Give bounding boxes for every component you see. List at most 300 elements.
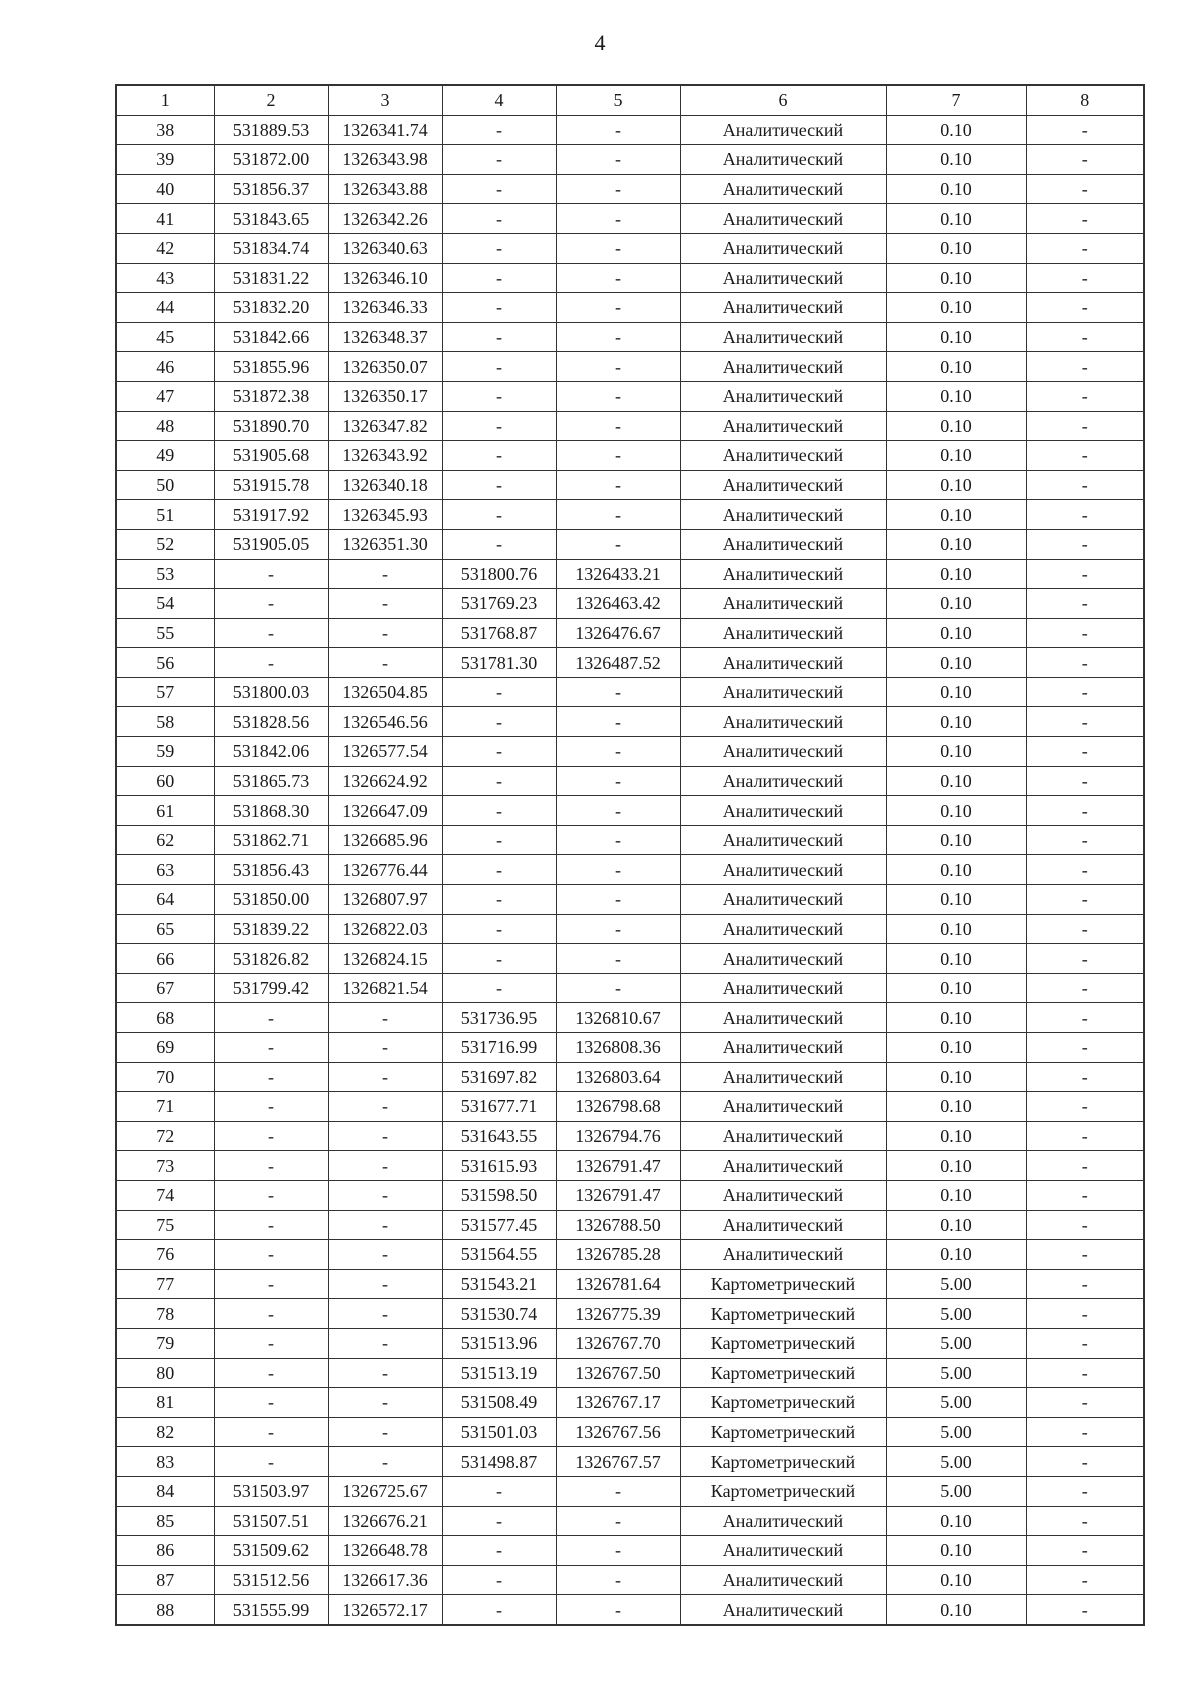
table-cell: Аналитический: [680, 500, 886, 530]
table-cell: -: [1026, 529, 1144, 559]
table-cell: 531832.20: [214, 293, 328, 323]
table-cell: 79: [116, 1328, 214, 1358]
table-cell: -: [214, 1180, 328, 1210]
table-row: [116, 529, 1144, 559]
table-cell: 1326794.76: [556, 1121, 680, 1151]
table-cell: 0.10: [886, 648, 1026, 678]
table-cell: 44: [116, 293, 214, 323]
table-row: [116, 470, 1144, 500]
table-row: [116, 1565, 1144, 1595]
table-row: [116, 618, 1144, 648]
table-cell: Картометрический: [680, 1417, 886, 1447]
table-cell: 531872.38: [214, 381, 328, 411]
table-row: [116, 145, 1144, 175]
table-cell: Аналитический: [680, 973, 886, 1003]
table-row: [116, 1033, 1144, 1063]
table-cell: -: [1026, 500, 1144, 530]
table-cell: 1326822.03: [328, 914, 442, 944]
table-cell: 5.00: [886, 1417, 1026, 1447]
table-row: [116, 411, 1144, 441]
table-cell: 531828.56: [214, 707, 328, 737]
table-cell: Аналитический: [680, 1240, 886, 1270]
table-cell: -: [556, 500, 680, 530]
table-cell: -: [1026, 796, 1144, 826]
table-cell: -: [442, 381, 556, 411]
table-row: [116, 1536, 1144, 1566]
table-cell: 0.10: [886, 1092, 1026, 1122]
table-cell: 59: [116, 737, 214, 767]
table-cell: 5.00: [886, 1388, 1026, 1418]
table-cell: 1326476.67: [556, 618, 680, 648]
table-cell: -: [442, 233, 556, 263]
table-cell: Картометрический: [680, 1388, 886, 1418]
table-cell: 48: [116, 411, 214, 441]
table-cell: 51: [116, 500, 214, 530]
table-cell: 43: [116, 263, 214, 293]
table-cell: 531769.23: [442, 589, 556, 619]
table-cell: -: [214, 1062, 328, 1092]
table-cell: Аналитический: [680, 204, 886, 234]
table-cell: -: [1026, 1180, 1144, 1210]
table-row: [116, 1388, 1144, 1418]
table-cell: -: [556, 707, 680, 737]
table-cell: -: [556, 1506, 680, 1536]
table-cell: Аналитический: [680, 115, 886, 145]
table-cell: Аналитический: [680, 352, 886, 382]
table-cell: -: [214, 1417, 328, 1447]
table-cell: 531564.55: [442, 1240, 556, 1270]
table-cell: 531826.82: [214, 944, 328, 974]
table-cell: 531697.82: [442, 1062, 556, 1092]
table-cell: -: [328, 1210, 442, 1240]
table-cell: -: [1026, 1595, 1144, 1625]
table-row: [116, 973, 1144, 1003]
table-cell: 0.10: [886, 1121, 1026, 1151]
table-cell: 70: [116, 1062, 214, 1092]
table-cell: Аналитический: [680, 944, 886, 974]
table-cell: -: [328, 1299, 442, 1329]
table-cell: Аналитический: [680, 589, 886, 619]
table-cell: -: [1026, 441, 1144, 471]
table-cell: 0.10: [886, 1565, 1026, 1595]
table-cell: Аналитический: [680, 1092, 886, 1122]
table-cell: 0.10: [886, 618, 1026, 648]
table-cell: -: [556, 145, 680, 175]
table-cell: 531842.06: [214, 737, 328, 767]
table-cell: 81: [116, 1388, 214, 1418]
table-cell: 1326350.07: [328, 352, 442, 382]
table-cell: 66: [116, 944, 214, 974]
table-cell: -: [328, 1358, 442, 1388]
table-cell: 531503.97: [214, 1476, 328, 1506]
table-cell: -: [1026, 1328, 1144, 1358]
table-cell: 49: [116, 441, 214, 471]
table-cell: Аналитический: [680, 1210, 886, 1240]
table-row: [116, 1269, 1144, 1299]
table-cell: -: [1026, 174, 1144, 204]
table-cell: -: [1026, 1565, 1144, 1595]
table-cell: -: [442, 855, 556, 885]
table-cell: -: [556, 973, 680, 1003]
table-cell: Аналитический: [680, 766, 886, 796]
table-cell: 0.10: [886, 1033, 1026, 1063]
table-cell: -: [214, 1447, 328, 1477]
table-cell: Аналитический: [680, 825, 886, 855]
table-cell: -: [556, 441, 680, 471]
table-cell: -: [214, 618, 328, 648]
table-cell: 0.10: [886, 589, 1026, 619]
table-cell: -: [556, 825, 680, 855]
table-cell: 1326776.44: [328, 855, 442, 885]
table-cell: -: [1026, 973, 1144, 1003]
table-cell: -: [1026, 1240, 1144, 1270]
table-cell: 1326577.54: [328, 737, 442, 767]
table-cell: 1326810.67: [556, 1003, 680, 1033]
table-cell: -: [328, 618, 442, 648]
table-cell: 531862.71: [214, 825, 328, 855]
table-cell: -: [328, 1180, 442, 1210]
table-cell: -: [556, 174, 680, 204]
table-row: [116, 1062, 1144, 1092]
table-row: [116, 766, 1144, 796]
header-cell: 4: [442, 85, 556, 115]
table-cell: -: [1026, 1299, 1144, 1329]
table-cell: -: [214, 1003, 328, 1033]
table-cell: 1326767.50: [556, 1358, 680, 1388]
table-cell: Аналитический: [680, 1595, 886, 1625]
table-cell: -: [328, 1062, 442, 1092]
table-cell: 531716.99: [442, 1033, 556, 1063]
table-cell: 531736.95: [442, 1003, 556, 1033]
table-row: [116, 1151, 1144, 1181]
table-cell: 47: [116, 381, 214, 411]
table-cell: 1326775.39: [556, 1299, 680, 1329]
table-cell: -: [214, 1358, 328, 1388]
table-cell: 0.10: [886, 500, 1026, 530]
table-cell: -: [1026, 1151, 1144, 1181]
table-cell: -: [1026, 1092, 1144, 1122]
table-cell: 531508.49: [442, 1388, 556, 1418]
table-cell: 1326798.68: [556, 1092, 680, 1122]
table-cell: -: [1026, 381, 1144, 411]
table-cell: -: [1026, 885, 1144, 915]
table-cell: 55: [116, 618, 214, 648]
table-cell: -: [442, 263, 556, 293]
table-cell: -: [1026, 707, 1144, 737]
table-cell: 83: [116, 1447, 214, 1477]
table-cell: -: [1026, 944, 1144, 974]
table-cell: -: [1026, 322, 1144, 352]
table-cell: 0.10: [886, 944, 1026, 974]
table-cell: 1326791.47: [556, 1180, 680, 1210]
table-cell: 1326345.93: [328, 500, 442, 530]
table-row: [116, 796, 1144, 826]
table-cell: 88: [116, 1595, 214, 1625]
table-cell: -: [556, 115, 680, 145]
table-cell: -: [328, 648, 442, 678]
table-cell: Картометрический: [680, 1358, 886, 1388]
table-cell: 1326487.52: [556, 648, 680, 678]
table-cell: -: [556, 352, 680, 382]
table-cell: 531850.00: [214, 885, 328, 915]
table-cell: Аналитический: [680, 885, 886, 915]
table-cell: 531513.19: [442, 1358, 556, 1388]
table-row: [116, 263, 1144, 293]
table-cell: 38: [116, 115, 214, 145]
table-cell: -: [442, 944, 556, 974]
table-cell: Аналитический: [680, 855, 886, 885]
table-cell: 531831.22: [214, 263, 328, 293]
table-cell: 0.10: [886, 174, 1026, 204]
table-cell: -: [1026, 1210, 1144, 1240]
table-cell: 5.00: [886, 1476, 1026, 1506]
table-cell: 531799.42: [214, 973, 328, 1003]
table-row: [116, 1092, 1144, 1122]
table-cell: -: [214, 559, 328, 589]
table-cell: 45: [116, 322, 214, 352]
table-row: [116, 1210, 1144, 1240]
table-cell: -: [556, 796, 680, 826]
table-cell: -: [1026, 1536, 1144, 1566]
table-cell: -: [556, 529, 680, 559]
table-cell: 0.10: [886, 411, 1026, 441]
table-cell: 50: [116, 470, 214, 500]
table-cell: 1326346.33: [328, 293, 442, 323]
table-cell: 40: [116, 174, 214, 204]
table-cell: 531843.65: [214, 204, 328, 234]
table-cell: -: [1026, 559, 1144, 589]
table-cell: -: [214, 1240, 328, 1270]
table-cell: 1326725.67: [328, 1476, 442, 1506]
table-cell: 76: [116, 1240, 214, 1270]
table-cell: -: [442, 885, 556, 915]
table-cell: 53: [116, 559, 214, 589]
table-cell: 1326348.37: [328, 322, 442, 352]
table-cell: 52: [116, 529, 214, 559]
table-cell: -: [214, 1269, 328, 1299]
table-cell: 5.00: [886, 1328, 1026, 1358]
table-cell: -: [556, 470, 680, 500]
table-cell: 1326624.92: [328, 766, 442, 796]
table-cell: 531643.55: [442, 1121, 556, 1151]
table-cell: Картометрический: [680, 1328, 886, 1358]
table-cell: -: [442, 1506, 556, 1536]
table-cell: -: [556, 914, 680, 944]
table-cell: -: [328, 1388, 442, 1418]
table-cell: 531800.03: [214, 677, 328, 707]
table-cell: Аналитический: [680, 1180, 886, 1210]
table-cell: 80: [116, 1358, 214, 1388]
table-cell: 1326676.21: [328, 1506, 442, 1536]
table-cell: Аналитический: [680, 529, 886, 559]
table-cell: -: [1026, 589, 1144, 619]
table-cell: 0.10: [886, 1062, 1026, 1092]
table-cell: -: [214, 1033, 328, 1063]
table-cell: 1326346.10: [328, 263, 442, 293]
table-cell: 531905.68: [214, 441, 328, 471]
table-row: [116, 115, 1144, 145]
table-cell: -: [556, 1595, 680, 1625]
table-cell: 0.10: [886, 825, 1026, 855]
table-cell: Аналитический: [680, 381, 886, 411]
table-cell: -: [556, 766, 680, 796]
table-cell: Аналитический: [680, 322, 886, 352]
table-cell: -: [442, 1536, 556, 1566]
table-cell: -: [1026, 1447, 1144, 1477]
table-cell: -: [1026, 618, 1144, 648]
table-cell: -: [442, 707, 556, 737]
table-cell: Картометрический: [680, 1299, 886, 1329]
table-cell: -: [556, 411, 680, 441]
table-cell: 531498.87: [442, 1447, 556, 1477]
table-cell: 0.10: [886, 1595, 1026, 1625]
table-cell: 0.10: [886, 322, 1026, 352]
table-cell: -: [1026, 855, 1144, 885]
table-cell: 0.10: [886, 1506, 1026, 1536]
table-row: [116, 648, 1144, 678]
table-cell: -: [556, 1476, 680, 1506]
table-cell: -: [1026, 204, 1144, 234]
table-cell: -: [442, 825, 556, 855]
table-row: [116, 174, 1144, 204]
table-cell: 68: [116, 1003, 214, 1033]
table-cell: 531615.93: [442, 1151, 556, 1181]
table-cell: 0.10: [886, 855, 1026, 885]
table-cell: 1326824.15: [328, 944, 442, 974]
table-cell: 531512.56: [214, 1565, 328, 1595]
table-row: [116, 1595, 1144, 1625]
table-cell: -: [328, 1328, 442, 1358]
table-cell: 0.10: [886, 707, 1026, 737]
table-cell: 1326767.17: [556, 1388, 680, 1418]
table-cell: Аналитический: [680, 145, 886, 175]
table-cell: -: [328, 1121, 442, 1151]
table-cell: -: [328, 1092, 442, 1122]
table-cell: 1326350.17: [328, 381, 442, 411]
table-cell: -: [214, 1299, 328, 1329]
table-row: [116, 1476, 1144, 1506]
table-cell: 5.00: [886, 1269, 1026, 1299]
table-cell: -: [442, 1565, 556, 1595]
table-cell: -: [328, 1033, 442, 1063]
table-cell: -: [1026, 263, 1144, 293]
table-cell: -: [1026, 1121, 1144, 1151]
table-cell: -: [1026, 1033, 1144, 1063]
table-row: [116, 1506, 1144, 1536]
table-cell: Аналитический: [680, 233, 886, 263]
table-cell: Аналитический: [680, 1506, 886, 1536]
table-cell: 531543.21: [442, 1269, 556, 1299]
table-cell: 0.10: [886, 559, 1026, 589]
table-cell: 0.10: [886, 233, 1026, 263]
table-cell: 0.10: [886, 115, 1026, 145]
table-cell: 77: [116, 1269, 214, 1299]
table-cell: -: [442, 914, 556, 944]
table-cell: 531677.71: [442, 1092, 556, 1122]
table-row: [116, 381, 1144, 411]
table-cell: -: [442, 796, 556, 826]
table-cell: 1326341.74: [328, 115, 442, 145]
table-cell: -: [1026, 1269, 1144, 1299]
table-cell: Аналитический: [680, 618, 886, 648]
table-cell: -: [442, 677, 556, 707]
table-cell: Аналитический: [680, 1121, 886, 1151]
table-cell: -: [442, 204, 556, 234]
table-row: [116, 352, 1144, 382]
table-cell: 531890.70: [214, 411, 328, 441]
table-cell: 46: [116, 352, 214, 382]
table-cell: 0.10: [886, 470, 1026, 500]
table-cell: 1326648.78: [328, 1536, 442, 1566]
table-cell: 531800.76: [442, 559, 556, 589]
table-cell: -: [556, 293, 680, 323]
table-cell: 1326343.92: [328, 441, 442, 471]
table-row: [116, 1447, 1144, 1477]
table-cell: -: [556, 855, 680, 885]
table-cell: 65: [116, 914, 214, 944]
table-row: [116, 1003, 1144, 1033]
table-cell: 5.00: [886, 1299, 1026, 1329]
table-cell: 531530.74: [442, 1299, 556, 1329]
table-cell: -: [442, 145, 556, 175]
table-cell: -: [328, 589, 442, 619]
table-cell: -: [442, 1476, 556, 1506]
header-cell: 6: [680, 85, 886, 115]
table-cell: 78: [116, 1299, 214, 1329]
table-cell: -: [556, 737, 680, 767]
table-row: [116, 1240, 1144, 1270]
table-cell: -: [442, 529, 556, 559]
table-cell: -: [442, 352, 556, 382]
table-cell: Аналитический: [680, 707, 886, 737]
table-cell: Аналитический: [680, 1536, 886, 1566]
table-cell: 62: [116, 825, 214, 855]
table-cell: 0.10: [886, 737, 1026, 767]
table-cell: 41: [116, 204, 214, 234]
table-row: [116, 1121, 1144, 1151]
table-cell: -: [1026, 677, 1144, 707]
table-row: [116, 1417, 1144, 1447]
table-cell: -: [556, 263, 680, 293]
table-cell: -: [214, 1388, 328, 1418]
coordinates-table: [115, 84, 1145, 1626]
table-cell: 63: [116, 855, 214, 885]
table-cell: -: [328, 1151, 442, 1181]
table-cell: 531507.51: [214, 1506, 328, 1536]
table-cell: 0.10: [886, 529, 1026, 559]
table-cell: 1326807.97: [328, 885, 442, 915]
header-cell: 7: [886, 85, 1026, 115]
table-cell: 531855.96: [214, 352, 328, 382]
table-cell: 1326808.36: [556, 1033, 680, 1063]
table-row: [116, 1180, 1144, 1210]
table-cell: 1326342.26: [328, 204, 442, 234]
table-cell: 1326572.17: [328, 1595, 442, 1625]
header-cell: 3: [328, 85, 442, 115]
table-cell: Аналитический: [680, 1062, 886, 1092]
header-cell: 8: [1026, 85, 1144, 115]
table-cell: -: [442, 293, 556, 323]
table-cell: 531905.05: [214, 529, 328, 559]
table-cell: Аналитический: [680, 677, 886, 707]
table-cell: 531915.78: [214, 470, 328, 500]
table-cell: -: [328, 1240, 442, 1270]
table-cell: 85: [116, 1506, 214, 1536]
table-cell: 1326785.28: [556, 1240, 680, 1270]
table-cell: 531598.50: [442, 1180, 556, 1210]
table-cell: -: [442, 322, 556, 352]
table-cell: -: [1026, 825, 1144, 855]
